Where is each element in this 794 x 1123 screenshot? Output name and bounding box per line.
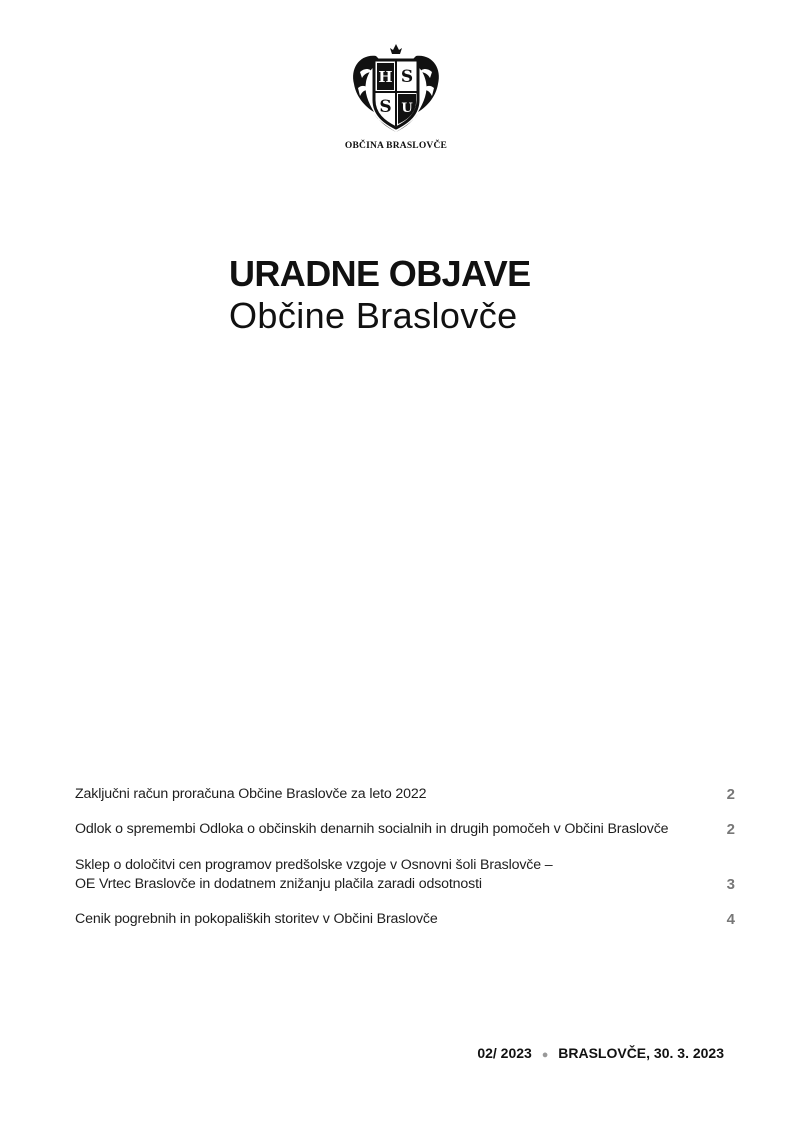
svg-text:S: S xyxy=(400,67,414,87)
svg-text:U: U xyxy=(401,101,413,116)
svg-text:S: S xyxy=(379,97,392,117)
toc-item-page: 2 xyxy=(726,821,735,838)
toc-item[interactable] xyxy=(75,820,735,839)
coat-of-arms-icon xyxy=(346,42,446,138)
toc-item[interactable] xyxy=(75,856,735,894)
toc-item-title: Sklep o določitvi cen programov predšolske vzgoje v Osnovni šoli Braslovče – xyxy=(75,857,553,873)
toc-item-title: Odlok o spremembi Odloka o občinskih denarnih socialnih in drugih pomočeh v Občini Braslovče xyxy=(75,821,669,837)
toc-item[interactable] xyxy=(75,910,735,929)
toc-item-page: 2 xyxy=(726,786,735,803)
toc-item-title: Cenik pogrebnih in pokopaliških storitev v Občini Braslovče xyxy=(75,911,438,927)
logo xyxy=(340,42,452,151)
logo-caption: OBČINA BRASLOVČE xyxy=(344,141,448,151)
title-sub: Občine Braslovče xyxy=(229,295,518,336)
toc-item-title-continued: OE Vrtec Braslovče in dodatnem znižanju plačila zaradi odsotnosti xyxy=(75,876,482,892)
title-main: URADNE OBJAVE xyxy=(229,253,531,294)
issue-place-date: BRASLOVČE, 30. 3. 2023 xyxy=(558,1045,724,1061)
toc-item-page: 3 xyxy=(726,876,735,893)
issue-number: 02/ 2023 xyxy=(477,1045,532,1061)
toc-item-page: 4 xyxy=(726,911,735,928)
issue-separator: ● xyxy=(541,1049,549,1061)
issue-info xyxy=(477,1045,724,1061)
toc-item[interactable] xyxy=(75,785,735,804)
document-title xyxy=(229,254,531,336)
toc-item-title: Zaključni račun proračuna Občine Braslovče za leto 2022 xyxy=(75,786,427,802)
svg-text:H: H xyxy=(378,68,393,86)
